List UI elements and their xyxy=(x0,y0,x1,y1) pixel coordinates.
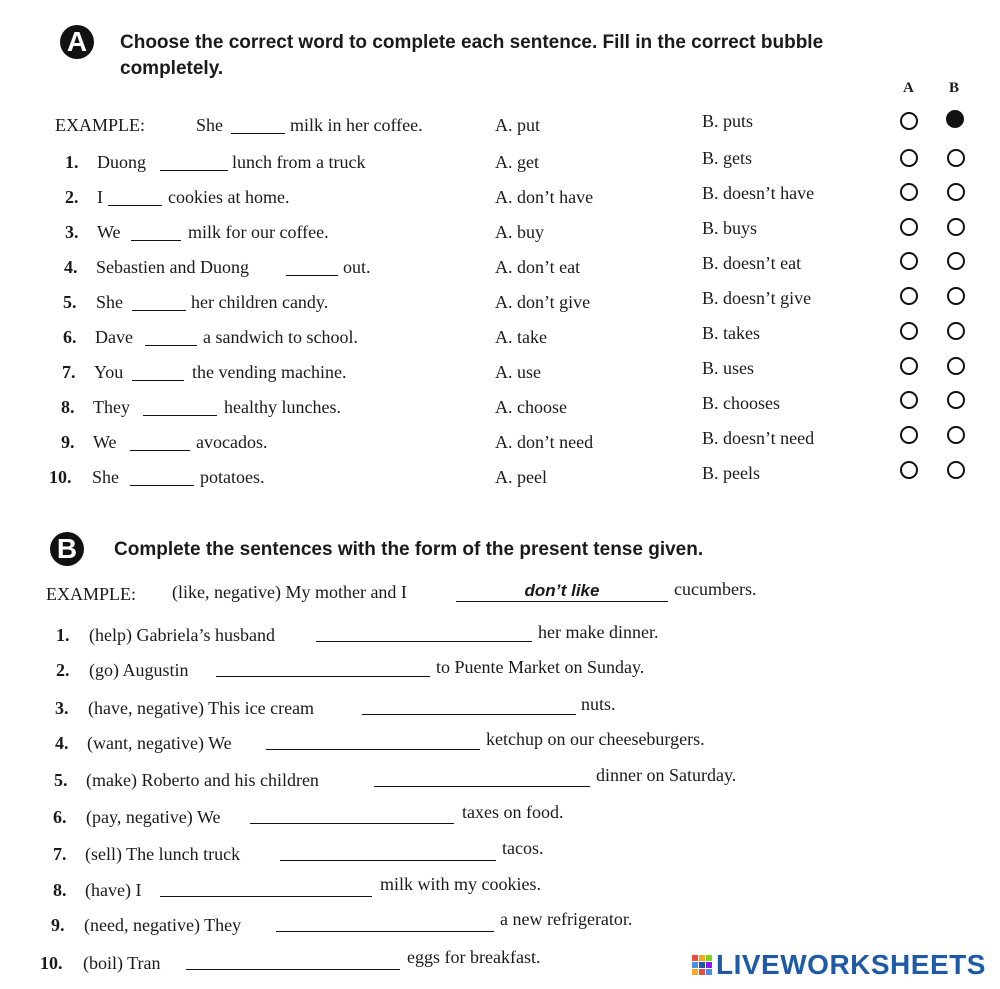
option-a-label: A. use xyxy=(495,362,541,382)
fill-in-sentence-start: (go) Augustin xyxy=(89,660,189,680)
fill-in-sentence-start: (make) Roberto and his children xyxy=(86,770,319,790)
question-row xyxy=(0,463,1000,497)
example-blank xyxy=(231,117,285,139)
question-sentence-start: We xyxy=(93,432,117,452)
fill-in-answer-field[interactable] xyxy=(362,698,576,720)
question-blank xyxy=(286,259,338,281)
question-sentence-end: the vending machine. xyxy=(192,362,347,382)
fill-in-sentence-start: (need, negative) They xyxy=(84,915,242,935)
option-b-label: B. buys xyxy=(702,218,758,238)
question-sentence-start: Dave xyxy=(95,327,133,347)
question-blank xyxy=(131,224,181,246)
answer-bubble-b[interactable] xyxy=(947,322,965,340)
fill-in-sentence-end: ketchup on our cheeseburgers. xyxy=(486,729,705,749)
liveworksheets-logo-icon xyxy=(692,955,712,975)
column-a-header: A xyxy=(903,80,914,96)
fill-in-number: 4. xyxy=(55,733,69,753)
question-sentence-end: avocados. xyxy=(196,432,268,452)
option-a-label: A. buy xyxy=(495,222,544,242)
fill-in-number: 7. xyxy=(53,844,67,864)
fill-in-row xyxy=(0,765,1000,800)
fill-in-number: 8. xyxy=(53,880,67,900)
fill-in-answer-field[interactable] xyxy=(374,770,590,792)
question-blank xyxy=(132,364,184,386)
example-b-sentence-end: cucumbers. xyxy=(674,579,757,599)
option-b-label: B. gets xyxy=(702,148,753,168)
example-bubble-b-filled xyxy=(946,110,964,128)
fill-in-row xyxy=(0,838,1000,874)
question-row xyxy=(0,183,1000,217)
question-row xyxy=(0,358,1000,392)
answer-bubble-a[interactable] xyxy=(900,461,918,479)
question-sentence-end: milk for our coffee. xyxy=(188,222,329,242)
option-a-label: A. don’t need xyxy=(495,432,594,452)
fill-in-sentence-end: taxes on food. xyxy=(462,802,564,822)
answer-bubble-b[interactable] xyxy=(947,391,965,409)
section-b-badge: B xyxy=(50,532,84,566)
section-b-example-row xyxy=(0,579,1000,612)
fill-in-number: 9. xyxy=(51,915,65,935)
question-number: 5. xyxy=(63,292,77,312)
example-option-a: A. put xyxy=(495,115,540,135)
fill-in-number: 5. xyxy=(54,770,68,790)
fill-in-answer-field[interactable] xyxy=(160,880,372,902)
example-b-sentence-start: (like, negative) My mother and I xyxy=(172,582,407,602)
brand-name: LIVEWORKSHEETS xyxy=(716,949,986,980)
fill-in-row xyxy=(0,622,1000,655)
question-number: 3. xyxy=(65,222,79,242)
option-a-label: A. don’t eat xyxy=(495,257,581,277)
question-number: 2. xyxy=(65,187,79,207)
fill-in-sentence-start: (have) I xyxy=(85,880,142,900)
option-b-label: B. doesn’t have xyxy=(702,183,815,203)
column-b-header: B xyxy=(949,80,960,96)
question-number: 7. xyxy=(62,362,76,382)
fill-in-number: 10. xyxy=(40,953,63,973)
fill-in-row xyxy=(0,729,1000,763)
question-sentence-end: her children candy. xyxy=(191,292,329,312)
fill-in-sentence-end: dinner on Saturday. xyxy=(596,765,737,785)
question-row xyxy=(0,253,1000,287)
option-b-label: B. takes xyxy=(702,323,760,343)
option-b-label: B. peels xyxy=(702,463,760,483)
question-sentence-start: She xyxy=(92,467,119,487)
question-blank xyxy=(160,154,228,176)
section-a-badge: A xyxy=(60,25,94,59)
answer-bubble-a[interactable] xyxy=(900,391,918,409)
answer-bubble-a[interactable] xyxy=(900,426,918,444)
question-row xyxy=(0,218,1000,252)
example-option-b: B. puts xyxy=(702,111,754,131)
section-b-instruction: Complete the sentences with the form of the present tense given. xyxy=(114,539,704,560)
question-blank xyxy=(130,469,194,491)
option-a-label: A. don’t have xyxy=(495,187,594,207)
fill-in-sentence-start: (sell) The lunch truck xyxy=(85,844,241,864)
answer-bubble-b[interactable] xyxy=(947,461,965,479)
fill-in-answer-field[interactable] xyxy=(250,807,454,829)
option-a-label: A. choose xyxy=(495,397,567,417)
example-label: EXAMPLE: xyxy=(55,115,145,135)
fill-in-sentence-end: milk with my cookies. xyxy=(380,874,541,894)
answer-bubble-b[interactable] xyxy=(947,426,965,444)
fill-in-number: 3. xyxy=(55,698,69,718)
fill-in-answer-field[interactable] xyxy=(316,625,532,647)
answer-bubble-b[interactable] xyxy=(947,357,965,375)
answer-bubble-a[interactable] xyxy=(900,218,918,236)
answer-bubble-b[interactable] xyxy=(947,149,965,167)
question-number: 1. xyxy=(65,152,79,172)
fill-in-sentence-start: (help) Gabriela’s husband xyxy=(89,625,275,645)
question-row xyxy=(0,323,1000,357)
question-sentence-end: lunch from a truck xyxy=(232,152,366,172)
fill-in-sentence-end: her make dinner. xyxy=(538,622,659,642)
fill-in-sentence-end: nuts. xyxy=(581,694,616,714)
question-blank xyxy=(143,399,217,421)
fill-in-sentence-end: a new refrigerator. xyxy=(500,909,633,929)
question-sentence-end: a sandwich to school. xyxy=(203,327,358,347)
section-a-example-row xyxy=(0,111,1000,145)
option-a-label: A. take xyxy=(495,327,547,347)
question-sentence-start: I xyxy=(97,187,103,207)
question-sentence-start: They xyxy=(93,397,130,417)
question-number: 6. xyxy=(63,327,77,347)
question-blank xyxy=(130,434,190,456)
question-number: 9. xyxy=(61,432,75,452)
liveworksheets-brand xyxy=(692,950,986,980)
question-row xyxy=(0,288,1000,322)
fill-in-row xyxy=(0,657,1000,690)
fill-in-answer-field[interactable] xyxy=(266,733,480,755)
fill-in-answer-field[interactable] xyxy=(280,844,496,866)
example-bubble-a xyxy=(900,112,918,130)
question-number: 4. xyxy=(64,257,78,277)
fill-in-number: 1. xyxy=(56,625,70,645)
example-sentence-start: She xyxy=(196,115,223,135)
question-sentence-end: cookies at home. xyxy=(168,187,290,207)
option-b-label: B. uses xyxy=(702,358,755,378)
fill-in-row xyxy=(0,874,1000,910)
question-number: 10. xyxy=(49,467,72,487)
example-sentence-end: milk in her coffee. xyxy=(290,115,423,135)
option-a-label: A. don’t give xyxy=(495,292,591,312)
fill-in-answer-field[interactable] xyxy=(186,953,400,975)
question-blank xyxy=(132,294,186,316)
option-b-label: B. doesn’t need xyxy=(702,428,815,448)
fill-in-number: 6. xyxy=(53,807,67,827)
answer-bubble-a[interactable] xyxy=(900,322,918,340)
option-b-label: B. doesn’t give xyxy=(702,288,812,308)
fill-in-number: 2. xyxy=(56,660,70,680)
fill-in-sentence-start: (have, negative) This ice cream xyxy=(88,698,315,718)
fill-in-sentence-end: to Puente Market on Sunday. xyxy=(436,657,645,677)
fill-in-sentence-start: (want, negative) We xyxy=(87,733,232,753)
section-a-instruction: Choose the correct word to complete each sentence. Fill in the correct bubble completely. xyxy=(120,32,824,79)
answer-bubble-b[interactable] xyxy=(947,252,965,270)
option-b-label: B. chooses xyxy=(702,393,780,413)
example-b-label: EXAMPLE: xyxy=(46,584,136,604)
answer-bubble-b[interactable] xyxy=(947,183,965,201)
question-sentence-start: Sebastien and Duong xyxy=(96,257,249,277)
fill-in-sentence-start: (boil) Tran xyxy=(83,953,161,973)
answer-bubble-a[interactable] xyxy=(900,357,918,375)
question-blank xyxy=(108,189,162,211)
question-sentence-start: She xyxy=(96,292,123,312)
answer-bubble-a[interactable] xyxy=(900,149,918,167)
question-row xyxy=(0,148,1000,182)
fill-in-sentence-start: (pay, negative) We xyxy=(86,807,221,827)
fill-in-answer-field[interactable] xyxy=(216,660,430,682)
answer-bubble-b[interactable] xyxy=(947,287,965,305)
question-sentence-start: Duong xyxy=(97,152,146,172)
option-a-label: A. get xyxy=(495,152,539,172)
fill-in-answer-field[interactable] xyxy=(276,915,494,937)
answer-bubble-b[interactable] xyxy=(947,218,965,236)
option-b-label: B. doesn’t eat xyxy=(702,253,802,273)
answer-bubble-a[interactable] xyxy=(900,287,918,305)
answer-bubble-a[interactable] xyxy=(900,183,918,201)
question-sentence-end: out. xyxy=(343,257,371,277)
fill-in-row xyxy=(0,694,1000,728)
question-sentence-end: potatoes. xyxy=(200,467,265,487)
fill-in-row xyxy=(0,802,1000,837)
example-b-answer: don’t like xyxy=(456,580,668,602)
answer-bubble-a[interactable] xyxy=(900,252,918,270)
question-blank xyxy=(145,329,197,351)
question-row xyxy=(0,428,1000,462)
option-a-label: A. peel xyxy=(495,467,547,487)
question-sentence-end: healthy lunches. xyxy=(224,397,341,417)
question-sentence-start: You xyxy=(94,362,124,382)
question-row xyxy=(0,393,1000,427)
fill-in-sentence-end: eggs for breakfast. xyxy=(407,947,541,967)
question-sentence-start: We xyxy=(97,222,121,242)
question-number: 8. xyxy=(61,397,75,417)
fill-in-row xyxy=(0,909,1000,945)
fill-in-sentence-end: tacos. xyxy=(502,838,544,858)
